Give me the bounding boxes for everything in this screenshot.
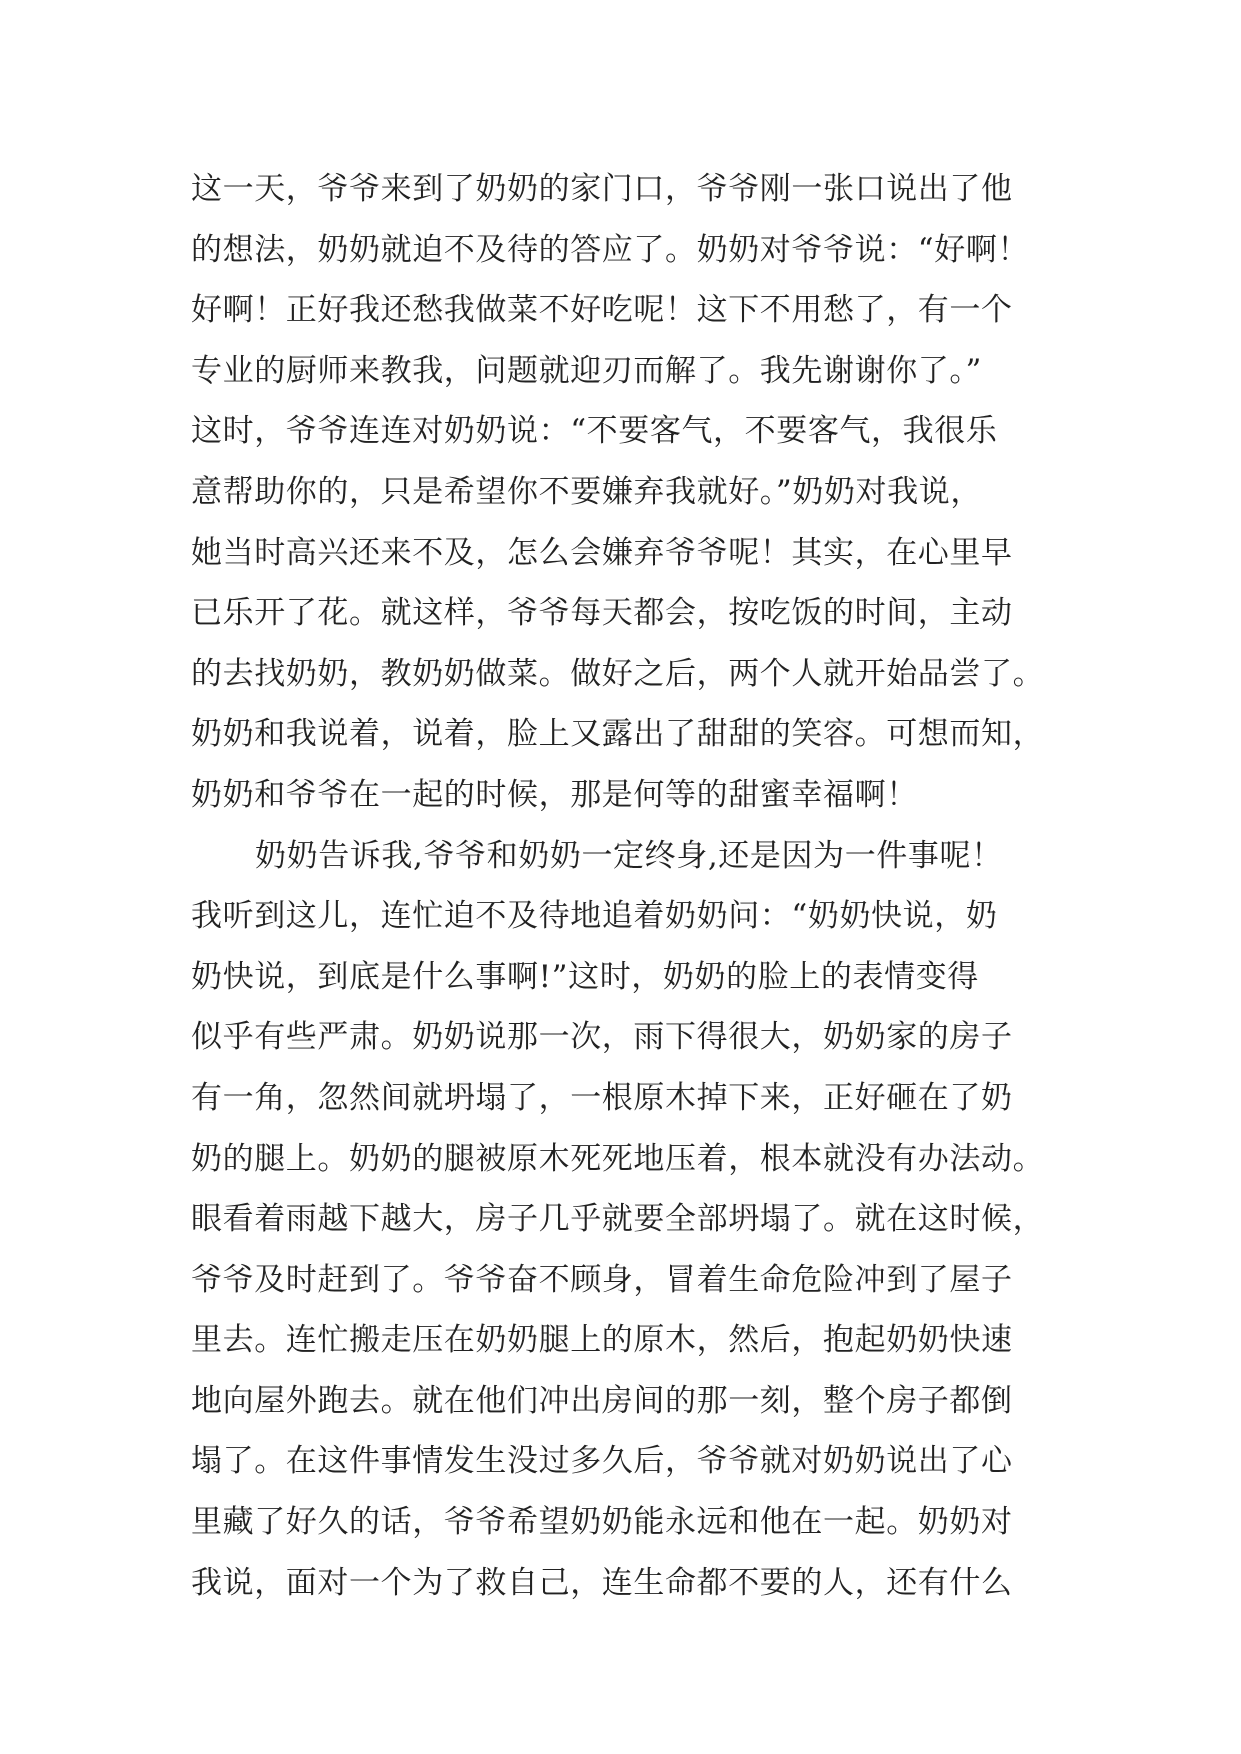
text-line: 意帮助你的，只是希望你不要嫌弃我就好。”奶奶对我说，: [191, 473, 982, 510]
text-line: 我说，面对一个为了救自己，连生命都不要的人，还有什么: [191, 1564, 1013, 1601]
text-line: 的去找奶奶，教奶奶做菜。做好之后，两个人就开始品尝了。: [191, 655, 1045, 692]
text-line: 有一角，忽然间就坍塌了，一根原木掉下来，正好砸在了奶: [191, 1079, 1013, 1116]
text-line: 奶的腿上。奶奶的腿被原木死死地压着，根本就没有办法动。: [191, 1140, 1045, 1177]
text-line: 奶奶和爷爷在一起的时候，那是何等的甜蜜幸福啊！: [191, 776, 918, 813]
text-line: 她当时高兴还来不及，怎么会嫌弃爷爷呢！其实，在心里早: [191, 534, 1013, 571]
text-line: 的想法，奶奶就迫不及待的答应了。奶奶对爷爷说：“好啊！: [191, 231, 1030, 268]
text-line: 眼看着雨越下越大，房子几乎就要全部坍塌了。就在这时候，: [191, 1201, 1045, 1238]
text-line: 奶奶和我说着，说着，脸上又露出了甜甜的笑容。可想而知，: [191, 716, 1045, 753]
text-line: 这一天，爷爷来到了奶奶的家门口，爷爷刚一张口说出了他: [191, 171, 1013, 207]
text-line: 我听到这儿，连忙迫不及待地追着奶奶问：“奶奶快说，奶: [191, 898, 998, 935]
document-body: [191, 159, 1071, 1613]
text-line: 已乐开了花。就这样，爷爷每天都会，按吃饭的时间，主动: [191, 595, 1013, 632]
text-line: 里去。连忙搬走压在奶奶腿上的原木，然后，抱起奶奶快速: [191, 1322, 1013, 1359]
text-line: 地向屋外跑去。就在他们冲出房间的那一刻，整个房子都倒: [191, 1382, 1013, 1419]
text-line: 好啊！正好我还愁我做菜不好吃呢！这下不用愁了，有一个: [191, 292, 1013, 329]
text-line: 里藏了好久的话，爷爷希望奶奶能永远和他在一起。奶奶对: [191, 1504, 1013, 1541]
text-line: 这时，爷爷连连对奶奶说：“不要客气，不要客气，我很乐: [191, 413, 998, 450]
text-line: 专业的厨师来教我，问题就迎刃而解了。我先谢谢你了。”: [191, 352, 982, 389]
text-line: 奶快说，到底是什么事啊!”这时，奶奶的脸上的表情变得: [191, 958, 979, 995]
text-line: 似乎有些严肃。奶奶说那一次，雨下得很大，奶奶家的房子: [191, 1019, 1013, 1056]
paragraph-start-line: 奶奶告诉我,爷爷和奶奶一定终身,还是因为一件事呢！: [255, 837, 1003, 874]
text-line: 爷爷及时赶到了。爷爷奋不顾身，冒着生命危险冲到了屋子: [191, 1261, 1013, 1298]
text-line: 塌了。在这件事情发生没过多久后，爷爷就对奶奶说出了心: [191, 1443, 1013, 1480]
